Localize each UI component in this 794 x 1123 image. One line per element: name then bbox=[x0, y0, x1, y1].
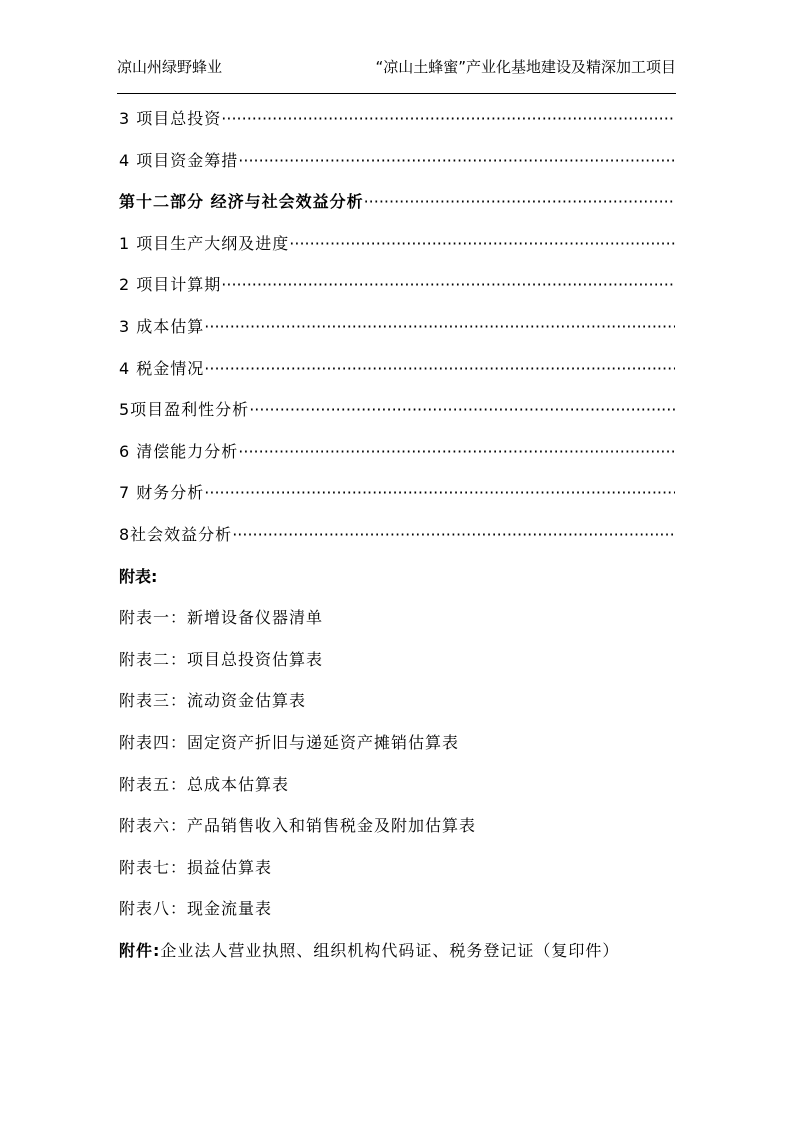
appendix-item: 附表四：固定资产折旧与递延资产摊销估算表 bbox=[119, 732, 460, 752]
appendix-item: 附表七：损益估算表 bbox=[119, 857, 273, 877]
toc-entry bbox=[119, 431, 675, 473]
toc-entry bbox=[119, 223, 675, 265]
toc-dot-leader bbox=[232, 514, 675, 556]
header-company: 凉山州绿野蜂业 bbox=[117, 58, 223, 76]
attachment-text: 企业法人营业执照、组织机构代码证、税务登记证（复印件） bbox=[160, 940, 620, 960]
toc-entry-text: 3 项目总投资 bbox=[119, 109, 222, 128]
toc-entry-text: 6 清偿能力分析 bbox=[119, 441, 239, 461]
appendix-list bbox=[119, 597, 675, 930]
toc-dot-leader bbox=[238, 140, 675, 182]
header-divider bbox=[117, 93, 676, 94]
page-header bbox=[117, 54, 676, 80]
toc-dot-leader bbox=[364, 181, 675, 223]
attachment-label: 附件: bbox=[119, 940, 161, 960]
toc-dot-leader bbox=[249, 389, 675, 431]
appendix-item: 附表二：项目总投资估算表 bbox=[119, 649, 324, 669]
table-of-contents bbox=[119, 98, 675, 556]
toc-entry bbox=[119, 306, 675, 348]
toc-section-heading bbox=[119, 181, 675, 223]
toc-dot-leader bbox=[289, 223, 675, 265]
toc-entry-text: 第十二部分 经济与社会效益分析 bbox=[119, 192, 364, 212]
toc-dot-leader bbox=[238, 431, 675, 473]
toc-entry-text: 5项目盈利性分析 bbox=[119, 400, 250, 420]
appendix-item: 附表一：新增设备仪器清单 bbox=[119, 608, 324, 628]
toc-entry-text: 4 税金情况 bbox=[119, 358, 205, 378]
toc-entry bbox=[119, 98, 675, 140]
toc-entry-text: 8社会效益分析 bbox=[119, 524, 233, 544]
toc-entry-text: 1 项目生产大纲及进度 bbox=[119, 233, 290, 253]
appendix-item: 附表五：总成本估算表 bbox=[119, 774, 290, 794]
toc-entry bbox=[119, 348, 675, 390]
toc-dot-leader bbox=[204, 348, 675, 390]
appendix-item: 附表六：产品销售收入和销售税金及附加估算表 bbox=[119, 816, 477, 836]
appendix-heading: 附表: bbox=[119, 566, 158, 586]
attachment-line bbox=[119, 930, 675, 972]
toc-entry bbox=[119, 264, 675, 306]
toc-entry-text: 7 财务分析 bbox=[119, 483, 205, 503]
toc-entry-text: 3 成本估算 bbox=[119, 316, 205, 336]
appendix-item: 附表三：流动资金估算表 bbox=[119, 691, 307, 711]
toc-entry bbox=[119, 514, 675, 556]
toc-entry bbox=[119, 140, 675, 182]
document-body bbox=[119, 98, 675, 971]
toc-entry-text: 2 项目计算期 bbox=[119, 275, 222, 295]
toc-dot-leader bbox=[221, 264, 675, 306]
header-project-title: “凉山土蜂蜜”产业化基地建设及精深加工项目 bbox=[375, 58, 676, 76]
toc-entry-text: 4 项目资金筹措 bbox=[119, 150, 239, 170]
toc-dot-leader bbox=[221, 98, 675, 140]
appendix-item: 附表八：现金流量表 bbox=[119, 899, 273, 919]
toc-dot-leader bbox=[204, 306, 675, 348]
toc-entry bbox=[119, 472, 675, 514]
toc-dot-leader bbox=[204, 472, 675, 514]
toc-entry bbox=[119, 389, 675, 431]
